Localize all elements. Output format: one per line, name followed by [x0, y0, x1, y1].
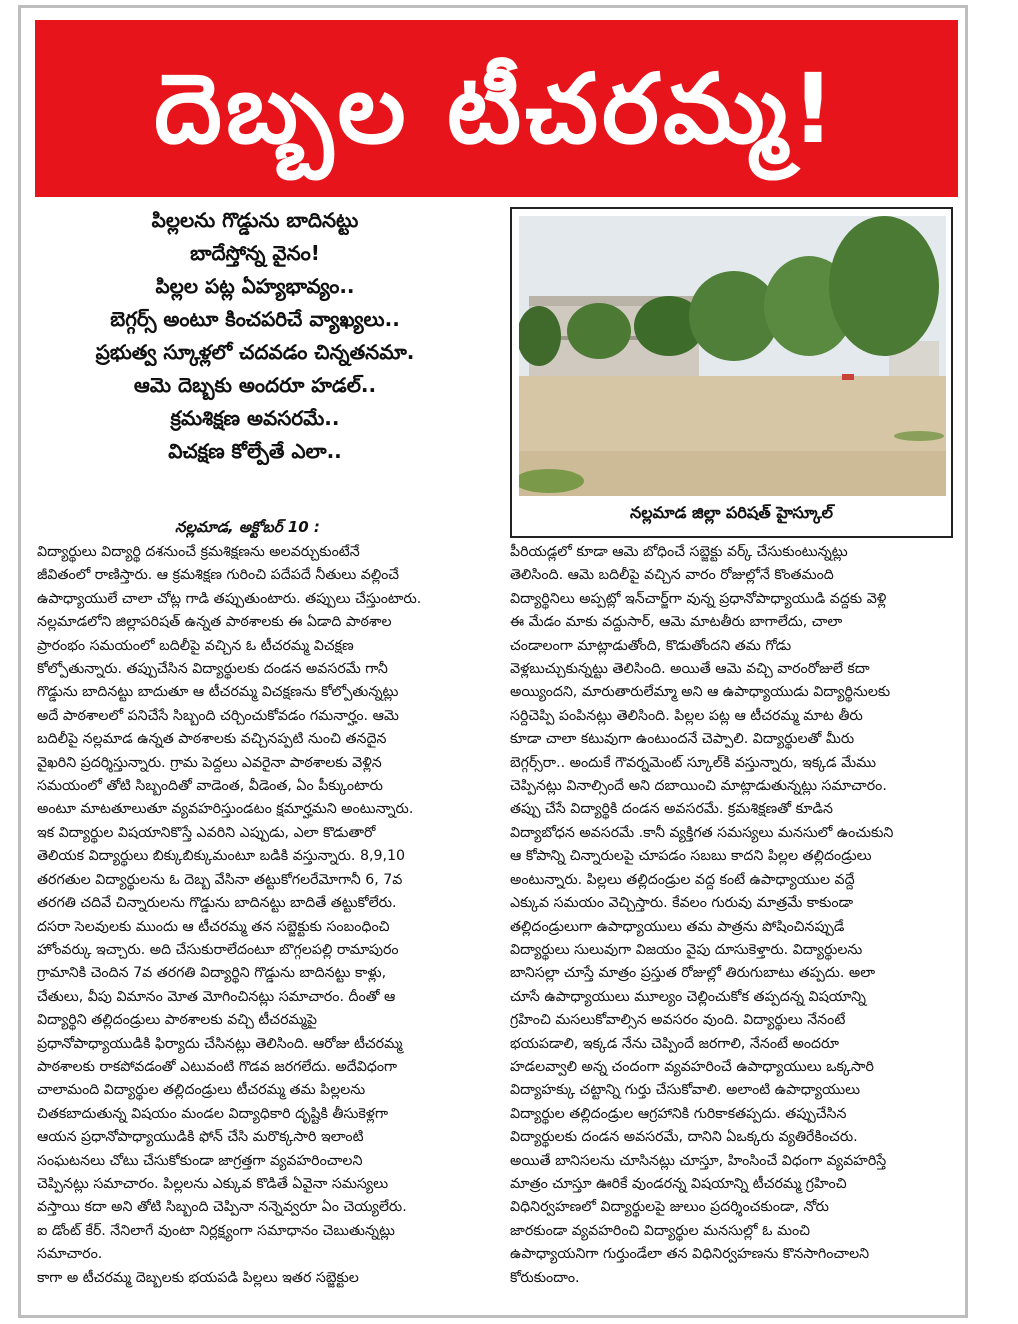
photo-caption: నల్లమాడ జిల్లా పరిషత్ హైస్కూల్: [629, 503, 834, 522]
article-line: అయితే బానిసలను చూసినట్లు చూస్తూ, హింసించే విధంగా వ్యవహరిస్తే: [510, 1152, 887, 1169]
article-line: అంటూ మాటతూలుతూ వ్యవహరిస్తుండటం క్షమార్హమని అంటున్నారు.: [37, 801, 414, 818]
article-column-left: [37, 541, 497, 1290]
article-column-right: [510, 541, 965, 1290]
subheadlines: [40, 204, 470, 468]
article-line: చేతులు, వీపు విమానం మోత మోగించినట్లు సమాచారం. దీంతో ఆ: [37, 988, 396, 1005]
article-line: విద్యాబోధన అవసరమే .కానీ వ్యక్తిగత సమస్యలు మనసులో ఉంచుకుని: [510, 824, 894, 841]
article-line: ఐ డోంట్ కేర్. నేనిలాగే వుంటా నిర్లక్ష్యంగా సమాధానం చెబుతున్నట్లు: [37, 1222, 395, 1239]
article-line: తెలియక విద్యార్థులు బిక్కుబిక్కుమంటూ బడికి వస్తున్నారు. 8,9,10: [37, 848, 406, 865]
article-line: విద్యార్థుల తల్లిదండ్రుల ఆగ్రహానికి గురికాకతప్పదు. తప్పుచేసిన: [510, 1105, 847, 1122]
article-line: తెలిసింది. ఆమె బదిలీపై వచ్చిన వారం రోజుల్లోనే కొంతమంది: [510, 567, 834, 584]
article-line: జీవితంలో రాణిస్తారు. ఆ క్రమశిక్షణ గురించి పదేపదే నీతులు వల్లించే: [37, 567, 400, 584]
article-line: చెప్పినట్లు వినాల్సిందే అని దబాయించి మాట్లాడుతున్నట్లు సమాచారం.: [510, 778, 887, 795]
article-line: ఆ కోపాన్ని చిన్నారులపై చూపడం సబబు కాదని పిల్లల తల్లిదండ్రులు: [510, 848, 872, 865]
article-line: వెళ్లబుచ్చుకున్నట్టు తెలిసింది. అయితే ఆమె వచ్చి వారంరోజులే కదా: [510, 661, 870, 678]
subhead: క్రమశిక్షణ అవసరమే..: [170, 406, 340, 430]
article-line: ఆయన ప్రధానోపాధ్యాయుడికి ఫోన్ చేసి మరొక్కసారి ఇలాంటి: [37, 1129, 364, 1146]
article-line: ఉపాధ్యాయనిగా గుర్తుండేలా తన విధినిర్వహణను కొనసాగించాలని: [510, 1246, 870, 1263]
article-line: బెగ్గర్స్‌రా.. అందుకే గౌవర్నమెంట్ స్కూల్‌కి వస్తున్నారు, ఇక్కడ మేము: [510, 754, 877, 771]
article-line: తరగతుల విద్యార్థులను ఓ దెబ్బ వేసినా తట్టుకోగలరేమోగానీ 6, 7వ: [37, 871, 403, 888]
article-line: విద్యార్థినిలు అప్పట్లో ఇన్‌చార్జ్‌గా వున్న ప్రధానోపాధ్యాయుడి వద్దకు వెళ్లి: [510, 590, 887, 607]
subhead: పిల్లల పట్ల ఏహ్యభావ్యం..: [155, 274, 355, 298]
article-line: అంటున్నారు. పిల్లలు తల్లిదండ్రుల వద్ద కంటే ఉపాధ్యాయుల వద్దే: [510, 871, 855, 888]
article-line: అయ్యిందని, మారుతారులేమ్మా అని ఆ ఉపాధ్యాయుడు విద్యార్థినులకు: [510, 684, 891, 701]
subhead: బెగ్గర్స్ అంటూ కించపరిచే వ్యాఖ్యలు..: [110, 307, 400, 331]
article-line: చండాలంగా మాట్లాడుతోంది, కొడుతోందని తమ గోడు: [510, 637, 792, 654]
article-line: పాఠశాలకు రాకపోవడంతో ఎటువంటి గొడవ జరగలేదు. అదేవిధంగా: [37, 1058, 398, 1075]
article-line: తప్పు చేసే విద్యార్థికి దండన అవసరమే. క్రమశిక్షణతో కూడిన: [510, 801, 833, 818]
article-line: చాలామంది విద్యార్థుల తల్లిదండ్రులు టీచరమ్మ తమ పిల్లలను: [37, 1082, 366, 1099]
article-line: ఎక్కువ సమయం వెచ్చిస్తారు. కేవలం గురువు మాత్రమే కాకుండా: [510, 895, 854, 912]
article-line: అదే పాఠశాలలో పనిచేసే సిబ్బంది చర్చించుకోవడం గమనార్హం. ఆమె: [37, 707, 399, 724]
headline: దెబ్బల టీచరమ్మ!: [154, 52, 839, 165]
subhead: విచక్షణ కోల్పేతే ఎలా..: [168, 439, 342, 463]
article-line: జారకుండా వ్యవహరించి విద్యార్థుల మనసుల్లో ఓ మంచి: [510, 1222, 811, 1239]
article-line: విద్యాహక్కు చట్టాన్ని గుర్తు చేసుకోవాలి. అలాంటి ఉపాధ్యాయులు: [510, 1082, 861, 1099]
article-line: విద్యార్థులు సులువుగా విజయం వైపు దూసుకెళ్తారు. విద్యార్థులను: [510, 941, 863, 958]
school-ground-illustration: [519, 216, 946, 496]
article-line: గొడ్డును బాదినట్టు బాదుతూ ఆ టీచరమ్మ విచక్షణను కోల్పోతున్నట్లు: [37, 684, 399, 701]
article-line: ఉపాధ్యాయులే చాలా చోట్ల గాడి తప్పుతుంటారు. తప్పులు చేస్తుంటారు.: [37, 590, 422, 607]
article-line: ప్రారంభం సమయంలో బదిలీపై వచ్చిన ఓ టీచరమ్మ విచక్షణ: [37, 637, 354, 654]
subhead: బాదేస్తోన్న వైనం!: [190, 241, 320, 265]
article-line: వైఖరిని ప్రదర్శిస్తున్నారు. గ్రామ పెద్దలు ఎవరైనా పాఠశాలకు వెళ్లిన: [37, 754, 382, 771]
article-line: తల్లిదండ్రులుగా ఉపాధ్యాయులు తమ పాత్రను పోషించినప్పుడే: [510, 918, 845, 935]
article-line: ఇక విద్యార్థుల విషయానికొస్తే ఎవరిని ఎప్పుడు, ఎలా కొడుతారో: [37, 824, 376, 841]
article-line: విద్యార్థులు విద్యార్థి దశనుంచే క్రమశిక్షణను అలవర్చుకుంటేనే: [37, 544, 360, 560]
article-line: కోరుకుందాం.: [510, 1269, 580, 1286]
article-line: గ్రామానికి చెందిన 7వ తరగతి విద్యార్థిని గొడ్డును బాదినట్టు కాళ్లు,: [37, 965, 387, 982]
article-line: కూడా చాలా కటువుగా ఉంటుందనే చెప్పాలి. విద్యార్థులతో మీరు: [510, 731, 855, 748]
article-line: కాగా అ టీచరమ్మ దెబ్బలకు భయపడి పిల్లలు ఇతర సబ్జెక్టుల: [37, 1269, 359, 1286]
article-line: విద్యార్థులకు దండన అవసరమే, దానిని ఏఒక్కరు వ్యతిరేకించరు.: [510, 1129, 858, 1146]
article-line: ఈ మేడం మాకు వద్దుసార్, ఆమె మాటతీరు బాగాలేదు, చాలా: [510, 614, 843, 631]
article-line: నల్లమాడలోని జిల్లాపరిషత్ ఉన్నత పాఠశాలకు ఈ ఏడాది పాఠశాల: [37, 614, 392, 631]
article-line: బానిసల్లా చూస్తే మాత్రం ప్రస్తుత రోజుల్లో తిరుగుబాటు తప్పదు. అలా: [510, 965, 876, 982]
article-line: కోల్పోతున్నారు. తప్పుచేసిన విద్యార్థులకు దండన అవసరమే గానీ: [37, 661, 388, 678]
article-line: బదిలీపై నల్లమాడ ఉన్నత పాఠశాలకు వచ్చినప్పటి నుంచి తనదైన: [37, 731, 387, 748]
subhead: పిల్లలను గొడ్డును బాదినట్టు: [151, 208, 359, 232]
article-line: పీరియడ్లలో కూడా ఆమె బోధించే సబ్జెక్టు వర్క్ చేసుకుంటున్నట్లు: [510, 544, 848, 560]
headline-banner: [35, 20, 958, 197]
article-line: దసరా సెలవులకు ముందు ఆ టీచరమ్మ తన సబ్జెక్టుకు సంబంధించి: [37, 918, 390, 935]
article-line: చితకబాదుతున్న విషయం మండల విద్యాధికారి దృష్టికి తీసుకెళ్లగా: [37, 1105, 389, 1122]
article-line: మాత్రం చూస్తూ ఊరికే వుండరన్న విషయాన్ని టీచరమ్మ గ్రహించి: [510, 1175, 847, 1192]
article-line: చూసే ఉపాధ్యాయులు మూల్యం చెల్లించుకోక తప్పదన్న విషయాన్ని: [510, 988, 866, 1005]
article-line: భయపడాలి, ఇక్కడ నేను చెప్పిందే జరగాలి, నేనంటే అందరూ: [510, 1035, 839, 1052]
article-line: హోంవర్కు ఇచ్చారు. అది చేసుకురాలేదంటూ బొగ్గలపల్లి రామాపురం: [37, 941, 399, 958]
school-photo: [519, 216, 946, 496]
article-line: విధినిర్వహణలో విద్యార్థులపై జులుం ప్రదర్శించకుండా, నోరు: [510, 1199, 829, 1216]
article-line: ప్రధానోపాధ్యాయుడికి ఫిర్యాదు చేసినట్లు తెలిసింది. ఆరోజు టీచరమ్మ: [37, 1035, 403, 1052]
article-line: చెప్పినట్లు సమాచారం. పిల్లలను ఎక్కువ కొడితే ఏవైనా సమస్యలు: [37, 1175, 389, 1192]
article-line: గ్రహించి మసలుకోవాల్సిన అవసరం వుంది. విద్యార్థులు నేనంటే: [510, 1012, 846, 1029]
article-line: తరగతి చదివే చిన్నారులను గొడ్డును బాదినట్టు బాదితే తట్టుకోలేరు.: [37, 895, 397, 912]
photo-box: [510, 207, 953, 538]
article-line: వస్తాయి కదా అని తోటి సిబ్బంది చెప్పినా నన్నెవ్వరూ ఏం చెయ్యలేరు.: [37, 1199, 407, 1216]
subhead: ప్రభుత్వ స్కూళ్లలో చదవడం చిన్నతనమా.: [95, 340, 415, 364]
article-line: సంఘటనలు చోటు చేసుకోకుండా జాగ్రత్తగా వ్యవహరించాలని: [37, 1152, 363, 1169]
article-line: సమయంలో తోటి సిబ్బందితో వాడెంత, వీడెంత, ఏం పీక్కుంటారు: [37, 778, 383, 795]
subhead: ఆమె దెబ్బకు అందరూ హడల్..: [133, 373, 377, 397]
article-line: సర్దిచెప్పి పంపినట్లు తెలిసింది. పిల్లల పట్ల ఆ టీచరమ్మ మాట తీరు: [510, 707, 863, 724]
dateline: నల్లమాడ, అక్టోబర్ 10 :: [175, 518, 320, 536]
article-line: హడలవ్వాలి అన్న చందంగా వ్యవహరించే ఉపాధ్యాయులు ఒక్కసారి: [510, 1058, 874, 1075]
article-line: విద్యార్థిని తల్లిదండ్రులు పాఠశాలకు వచ్చి టీచరమ్మపై: [37, 1012, 317, 1029]
article-line: సమాచారం.: [37, 1246, 103, 1263]
